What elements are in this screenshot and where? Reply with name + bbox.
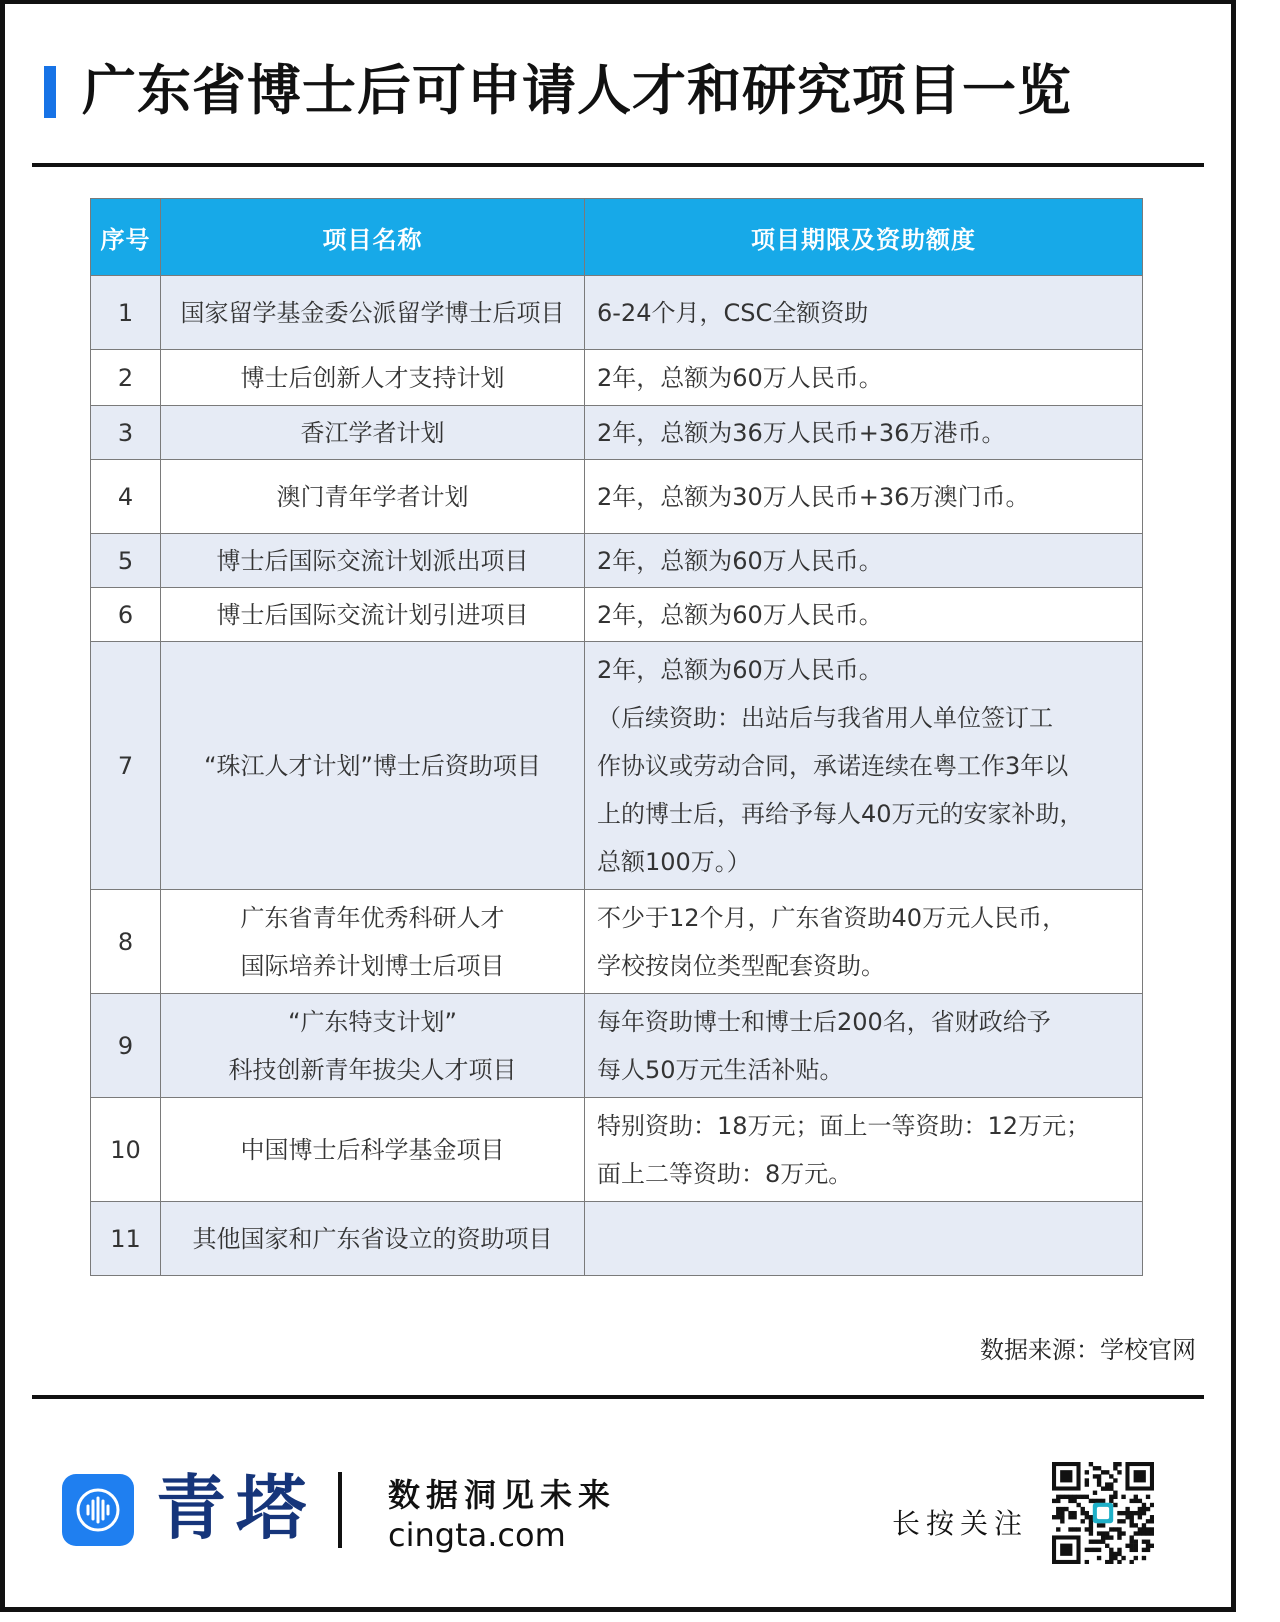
brand-domain: cingta.com: [388, 1516, 566, 1554]
project-name: 其他国家和广东省设立的资助项目: [161, 1202, 585, 1276]
row-number: 2: [91, 350, 161, 406]
funding-detail: [585, 994, 1143, 1098]
bottom-divider: [32, 1395, 1204, 1399]
table-header-row: [91, 199, 1143, 276]
row-number: 5: [91, 534, 161, 588]
funding-detail: 2年，总额为60万人民币。: [585, 350, 1143, 406]
funding-detail: [585, 890, 1143, 994]
row-number: 10: [91, 1098, 161, 1202]
table-row: [91, 642, 1143, 890]
table-row: [91, 350, 1143, 406]
funding-detail: 2年，总额为30万人民币+36万澳门币。: [585, 460, 1143, 534]
project-name: [161, 890, 585, 994]
row-number: 3: [91, 406, 161, 460]
project-name: 国家留学基金委公派留学博士后项目: [161, 276, 585, 350]
table-row: [91, 534, 1143, 588]
qr-code-icon[interactable]: [1052, 1462, 1154, 1564]
brand-slogan: 数据洞见未来: [388, 1476, 617, 1514]
funding-detail: [585, 642, 1143, 890]
funding-line: 面上二等资助：8万元。: [597, 1159, 853, 1188]
row-number: 4: [91, 460, 161, 534]
page-title: 广东省博士后可申请人才和研究项目一览: [82, 59, 1072, 122]
funding-line: 作协议或劳动合同，承诺连续在粤工作3年以: [597, 751, 1069, 780]
project-name: 博士后国际交流计划派出项目: [161, 534, 585, 588]
funding-detail: [585, 1202, 1143, 1276]
table-row: [91, 1202, 1143, 1276]
row-number: 8: [91, 890, 161, 994]
title-accent-bar: [44, 66, 56, 118]
row-number: 11: [91, 1202, 161, 1276]
funding-line: （后续资助：出站后与我省用人单位签订工: [597, 703, 1053, 732]
funding-line: 不少于12个月，广东省资助40万元人民币，: [597, 903, 1067, 932]
funding-line: 2年，总额为60万人民币。: [597, 655, 883, 684]
funding-detail: 6-24个月，CSC全额资助: [585, 276, 1143, 350]
header-project-name: 项目名称: [161, 199, 585, 276]
table-row: [91, 276, 1143, 350]
name-line: 国际培养计划博士后项目: [240, 951, 505, 980]
funding-line: 每人50万元生活补贴。: [597, 1055, 844, 1084]
data-source-note: 数据来源：学校官网: [980, 1336, 1196, 1364]
brand-name: 青塔: [156, 1466, 316, 1549]
soundwave-icon: [62, 1474, 134, 1546]
row-number: 6: [91, 588, 161, 642]
follow-prompt: 长按关注: [892, 1507, 1029, 1540]
table-row: [91, 1098, 1143, 1202]
brand-logo-icon: [62, 1474, 134, 1546]
funding-detail: 2年，总额为36万人民币+36万港币。: [585, 406, 1143, 460]
funding-detail: 2年，总额为60万人民币。: [585, 534, 1143, 588]
table-row: [91, 890, 1143, 994]
header-duration-funding: 项目期限及资助额度: [585, 199, 1143, 276]
qr-code-graphic: [1052, 1462, 1154, 1564]
row-number: 7: [91, 642, 161, 890]
table-row: [91, 406, 1143, 460]
funding-line: 每年资助博士和博士后200名，省财政给予: [597, 1007, 1051, 1036]
name-line: 广东省青年优秀科研人才: [240, 903, 505, 932]
projects-table: [90, 198, 1143, 1276]
funding-detail: [585, 1098, 1143, 1202]
funding-line: 上的博士后，再给予每人40万元的安家补助，: [597, 799, 1084, 828]
project-name: 香江学者计划: [161, 406, 585, 460]
project-name: [161, 994, 585, 1098]
name-line: “广东特支计划”: [288, 1007, 457, 1036]
table-row: [91, 994, 1143, 1098]
row-number: 1: [91, 276, 161, 350]
top-divider: [32, 163, 1204, 167]
funding-line: 特别资助：18万元；面上一等资助：12万元；: [597, 1111, 1091, 1140]
project-name: 澳门青年学者计划: [161, 460, 585, 534]
brand-divider: [338, 1472, 342, 1548]
table-row: [91, 588, 1143, 642]
project-name: “珠江人才计划”博士后资助项目: [161, 642, 585, 890]
name-line: 科技创新青年拔尖人才项目: [228, 1055, 517, 1084]
table-row: [91, 460, 1143, 534]
funding-detail: 2年，总额为60万人民币。: [585, 588, 1143, 642]
funding-line: 总额100万。）: [597, 847, 751, 876]
row-number: 9: [91, 994, 161, 1098]
header-number: 序号: [91, 199, 161, 276]
project-name: 博士后创新人才支持计划: [161, 350, 585, 406]
project-name: 中国博士后科学基金项目: [161, 1098, 585, 1202]
funding-line: 学校按岗位类型配套资助。: [597, 951, 885, 980]
project-name: 博士后国际交流计划引进项目: [161, 588, 585, 642]
